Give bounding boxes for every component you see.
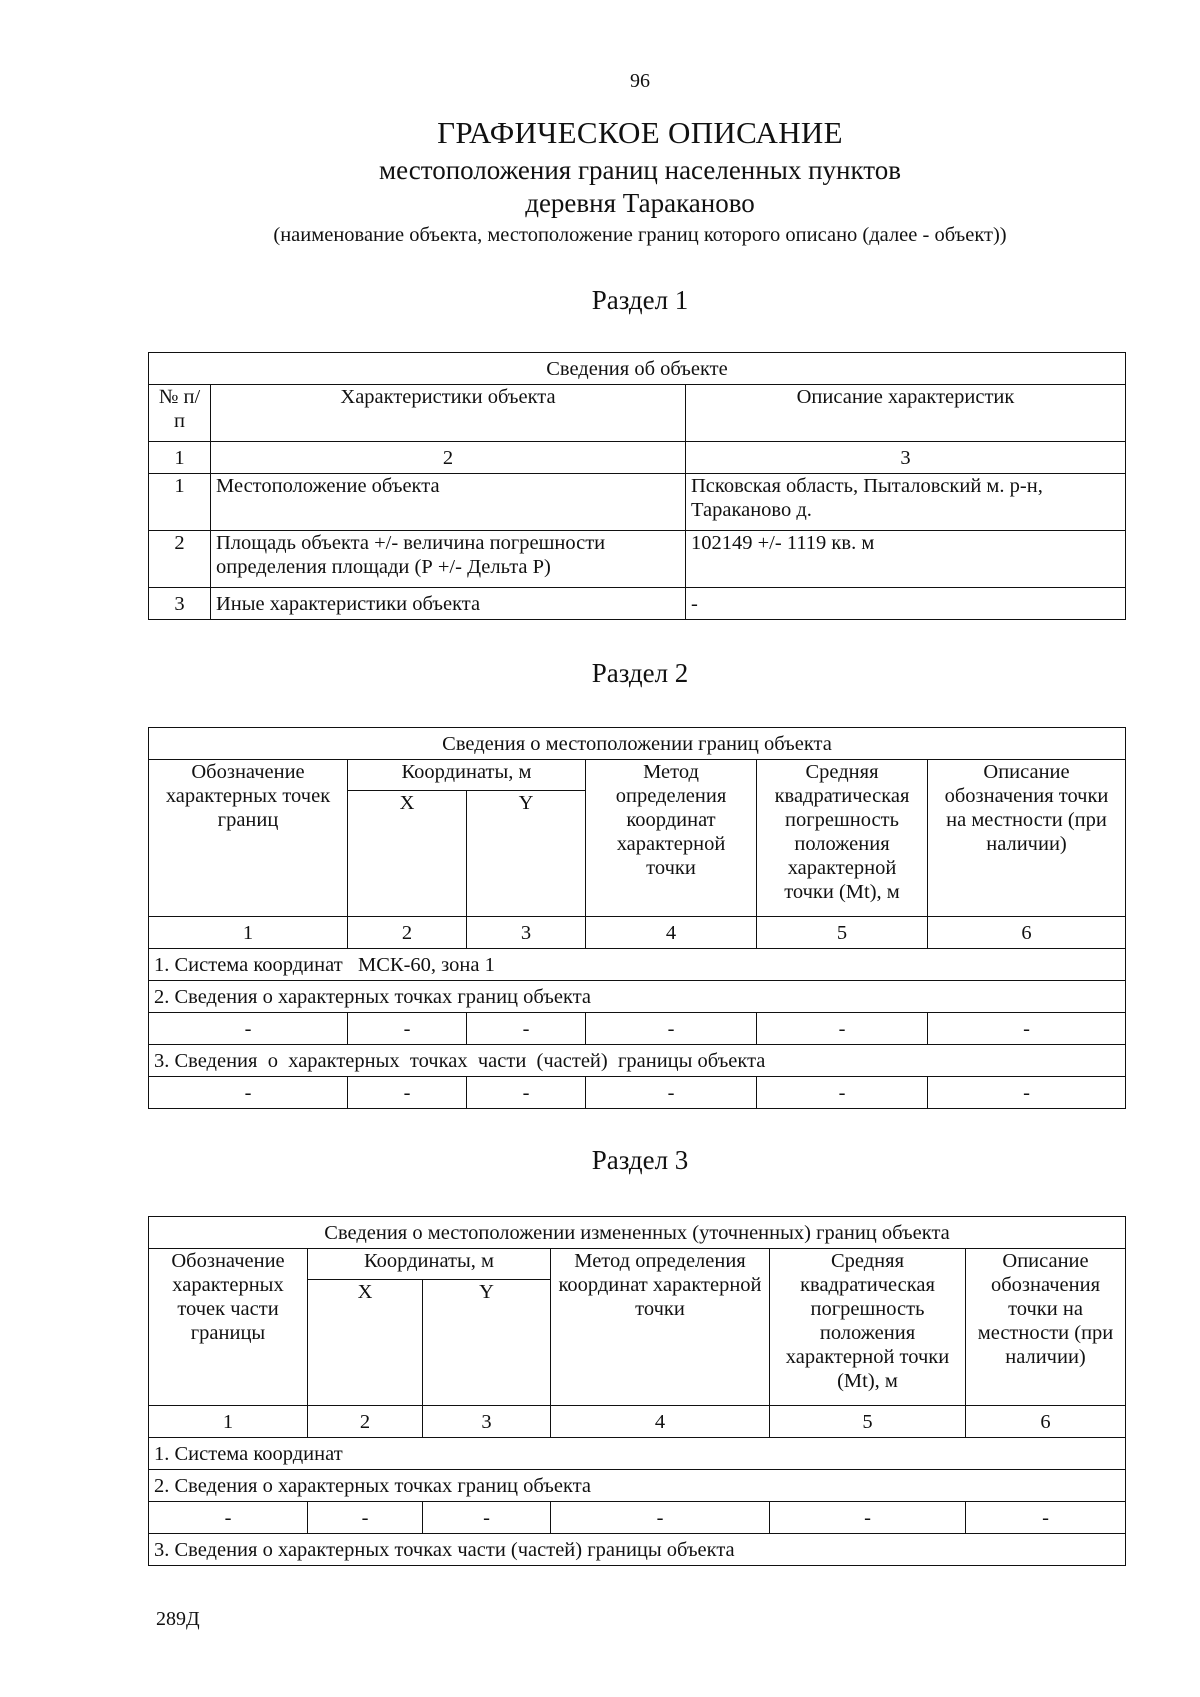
cell-value: -: [586, 1077, 757, 1109]
column-number: 6: [928, 917, 1126, 949]
cell-value: -: [467, 1013, 586, 1045]
column-number: 5: [757, 917, 928, 949]
row-number: 2: [149, 531, 211, 588]
column-number: 4: [586, 917, 757, 949]
header-error: Средняя квадратическая погрешность положения характерной точки (Mt), м: [757, 760, 928, 917]
header-method: Метод определения координат характерной точки: [551, 1249, 770, 1406]
header-points: Обозначение характерных точек границ: [149, 760, 348, 917]
header-y: Y: [467, 791, 586, 917]
column-number: 3: [423, 1406, 551, 1438]
row-number: 1: [149, 474, 211, 531]
table-title: Сведения о местоположении границ объекта: [149, 728, 1126, 760]
cell-value: -: [928, 1013, 1126, 1045]
table-row: [149, 474, 1126, 531]
object-name: деревня Тараканово: [525, 188, 755, 218]
parts-subtitle: 3. Сведения о характерных точках части (частей) границы объекта: [149, 1534, 1126, 1566]
coordinate-system: 1. Система координат: [149, 1438, 1126, 1470]
coordinate-system: 1. Система координат МСК-60, зона 1: [149, 949, 1126, 981]
column-number: 2: [308, 1406, 423, 1438]
column-number: 1: [149, 442, 211, 474]
header-characteristics: Характеристики объекта: [211, 385, 686, 442]
cell-value: -: [348, 1013, 467, 1045]
column-number: 5: [770, 1406, 966, 1438]
cell-value: -: [757, 1077, 928, 1109]
cell-value: -: [966, 1502, 1126, 1534]
parts-subtitle: 3. Сведения о характерных точках части (частей) границы объекта: [149, 1045, 1126, 1077]
column-number: 1: [149, 1406, 308, 1438]
characteristic-value: 102149 +/- 1119 кв. м: [686, 531, 1126, 588]
cell-value: -: [928, 1077, 1126, 1109]
column-number: 1: [149, 917, 348, 949]
footer-code: 289Д: [156, 1608, 200, 1630]
header-method: Метод определения координат характерной точки: [586, 760, 757, 917]
characteristic-value: Псковская область, Пыталовский м. р-н, Тараканово д.: [686, 474, 1126, 531]
header-point-description: Описание обозначения точки на местности (при наличии): [966, 1249, 1126, 1406]
boundary-location-table: [148, 727, 1126, 1109]
cell-value: -: [757, 1013, 928, 1045]
table-row: [149, 1013, 1126, 1045]
table-row: [149, 1077, 1126, 1109]
cell-value: -: [149, 1013, 348, 1045]
cell-value: -: [149, 1502, 308, 1534]
document-title: ГРАФИЧЕСКОЕ ОПИСАНИЕ: [437, 115, 843, 150]
cell-value: -: [348, 1077, 467, 1109]
column-number: 3: [686, 442, 1126, 474]
table-row: [149, 1502, 1126, 1534]
column-number: 3: [467, 917, 586, 949]
object-caption: (наименование объекта, местоположение границ которого описано (далее - объект)): [273, 224, 1007, 246]
cell-value: -: [770, 1502, 966, 1534]
characteristic-name: Местоположение объекта: [211, 474, 686, 531]
table-title: Сведения об объекте: [149, 353, 1126, 385]
points-subtitle: 2. Сведения о характерных точках границ объекта: [149, 981, 1126, 1013]
header-x: X: [308, 1280, 423, 1406]
header-description: Описание характеристик: [686, 385, 1126, 442]
table-row: [149, 588, 1126, 620]
header-points: Обозначение характерных точек части границы: [149, 1249, 308, 1406]
header-coordinates: Координаты, м: [308, 1249, 551, 1280]
row-number: 3: [149, 588, 211, 620]
cell-value: -: [149, 1077, 348, 1109]
cell-value: -: [586, 1013, 757, 1045]
column-number: 4: [551, 1406, 770, 1438]
cell-value: -: [423, 1502, 551, 1534]
header-point-description: Описание обозначения точки на местности (при наличии): [928, 760, 1126, 917]
cell-value: -: [467, 1077, 586, 1109]
document-subtitle: местоположения границ населенных пунктов: [379, 155, 901, 185]
page-number: 96: [630, 70, 650, 92]
cell-value: -: [551, 1502, 770, 1534]
characteristic-name: Иные характеристики объекта: [211, 588, 686, 620]
column-number: 2: [211, 442, 686, 474]
header-coordinates: Координаты, м: [348, 760, 586, 791]
table-row: [149, 531, 1126, 588]
cell-value: -: [308, 1502, 423, 1534]
points-subtitle: 2. Сведения о характерных точках границ объекта: [149, 1470, 1126, 1502]
section-2-heading: Раздел 2: [591, 658, 689, 688]
column-number: 6: [966, 1406, 1126, 1438]
characteristic-name: Площадь объекта +/- величина погрешности определения площади (Р +/- Дельта Р): [211, 531, 686, 588]
header-y: Y: [423, 1280, 551, 1406]
table-title: Сведения о местоположении измененных (уточненных) границ объекта: [149, 1217, 1126, 1249]
changed-boundary-table: [148, 1216, 1126, 1566]
header-x: X: [348, 791, 467, 917]
object-info-table: [148, 352, 1126, 620]
section-3-heading: Раздел 3: [591, 1145, 689, 1175]
header-error: Средняя квадратическая погрешность положения характерной точки (Mt), м: [770, 1249, 966, 1406]
characteristic-value: -: [686, 588, 1126, 620]
header-number: № п/п: [149, 385, 211, 442]
column-number: 2: [348, 917, 467, 949]
section-1-heading: Раздел 1: [591, 285, 689, 315]
